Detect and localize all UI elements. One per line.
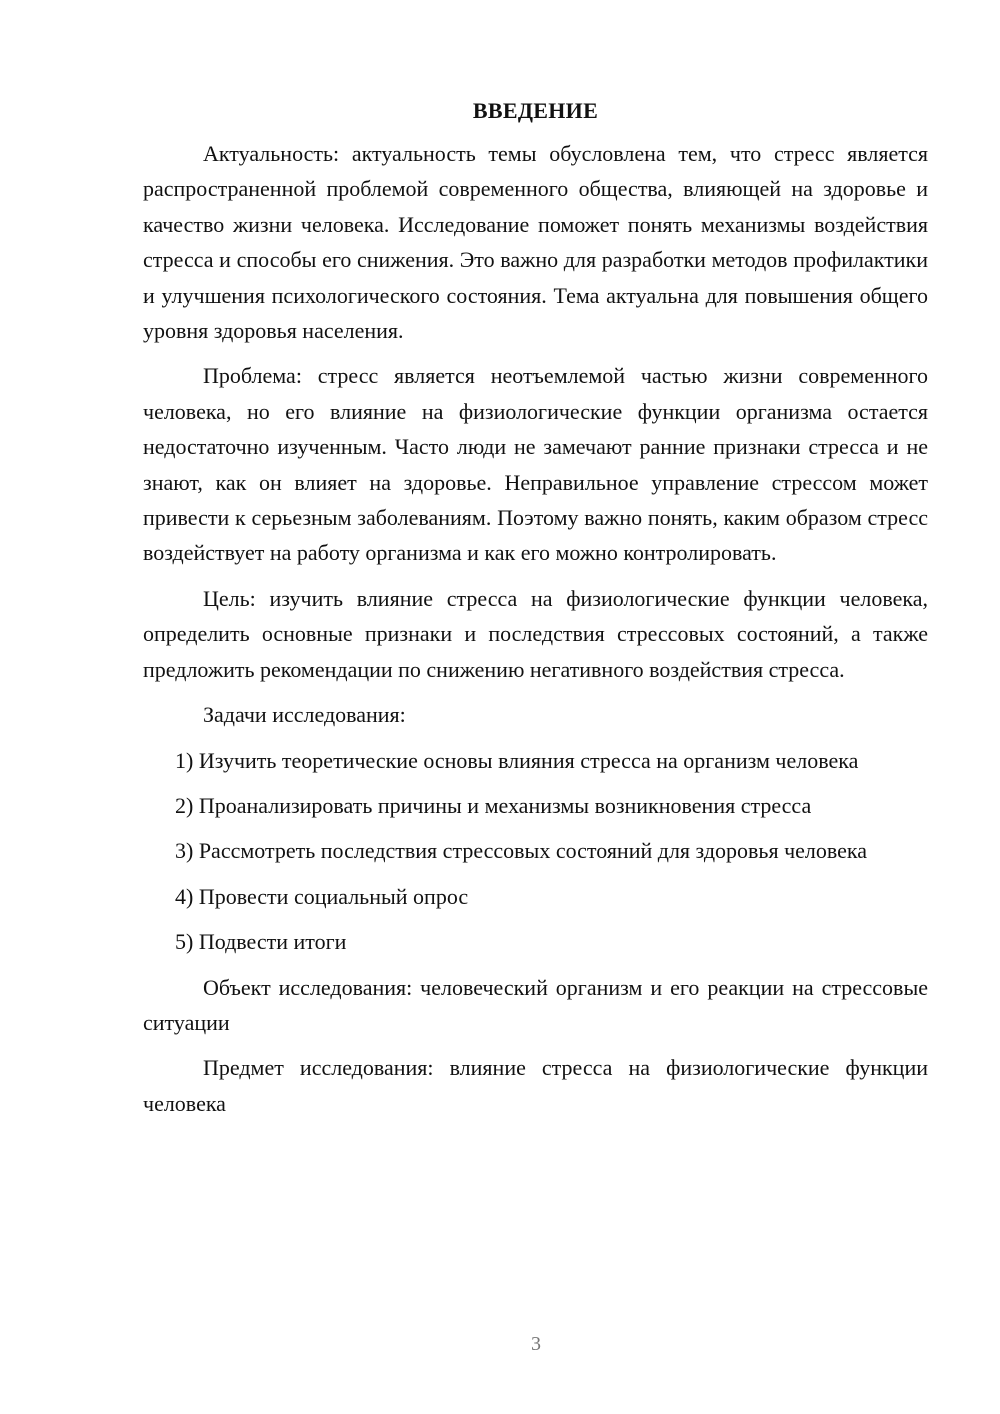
object-paragraph: Объект исследования: человеческий организм и его реакции на стрессовые ситуации	[143, 974, 928, 1035]
subject-paragraph: Предмет исследования: влияние стресса на физиологические функции человека	[143, 1055, 928, 1116]
page-number: 3	[531, 1333, 541, 1355]
tasks-title: Задачи исследования:	[203, 702, 406, 728]
task-item-3: 3) Рассмотреть последствия стрессовых состояний для здоровья человека	[175, 838, 868, 864]
task-item-5: 5) Подвести итоги	[175, 929, 347, 955]
problem-paragraph: Проблема: стресс является неотъемлемой частью жизни современного человека, но его влияние на физиологические функции организма остается недостаточно изученным. Часто люди не замечают ранние признаки стресса и не знают, как он влияет на здоровье. Неправильное управление стрессом может привести к серьезным заболеваниям. Поэтому важно понять, каким образом стресс воздействует на работу организма и как его можно контролировать.	[143, 363, 928, 566]
section-heading: ВВЕДЕНИЕ	[472, 98, 599, 123]
task-item-4: 4) Провести социальный опрос	[175, 883, 469, 909]
relevance-paragraph: Актуальность: актуальность темы обусловлена тем, что стресс является распространенной проблемой современного общества, влияющей на здоровье и качество жизни человека. Исследование поможет понять механизмы воздействия стресса и способы его снижения. Это важно для разработки методов профилактики и улучшения психологического состояния. Тема актуальна для повышения общего уровня здоровья населения.	[143, 141, 928, 344]
task-item-2: 2) Проанализировать причины и механизмы возникновения стресса	[175, 792, 812, 818]
document-page	[143, 96, 928, 1131]
task-item-1: 1) Изучить теоретические основы влияния стресса на организм человека	[175, 747, 859, 773]
goal-paragraph: Цель: изучить влияние стресса на физиологические функции человека, определить основные признаки и последствия стрессовых состояний, а также предложить рекомендации по снижению негативного воздействия стресса.	[143, 585, 928, 682]
